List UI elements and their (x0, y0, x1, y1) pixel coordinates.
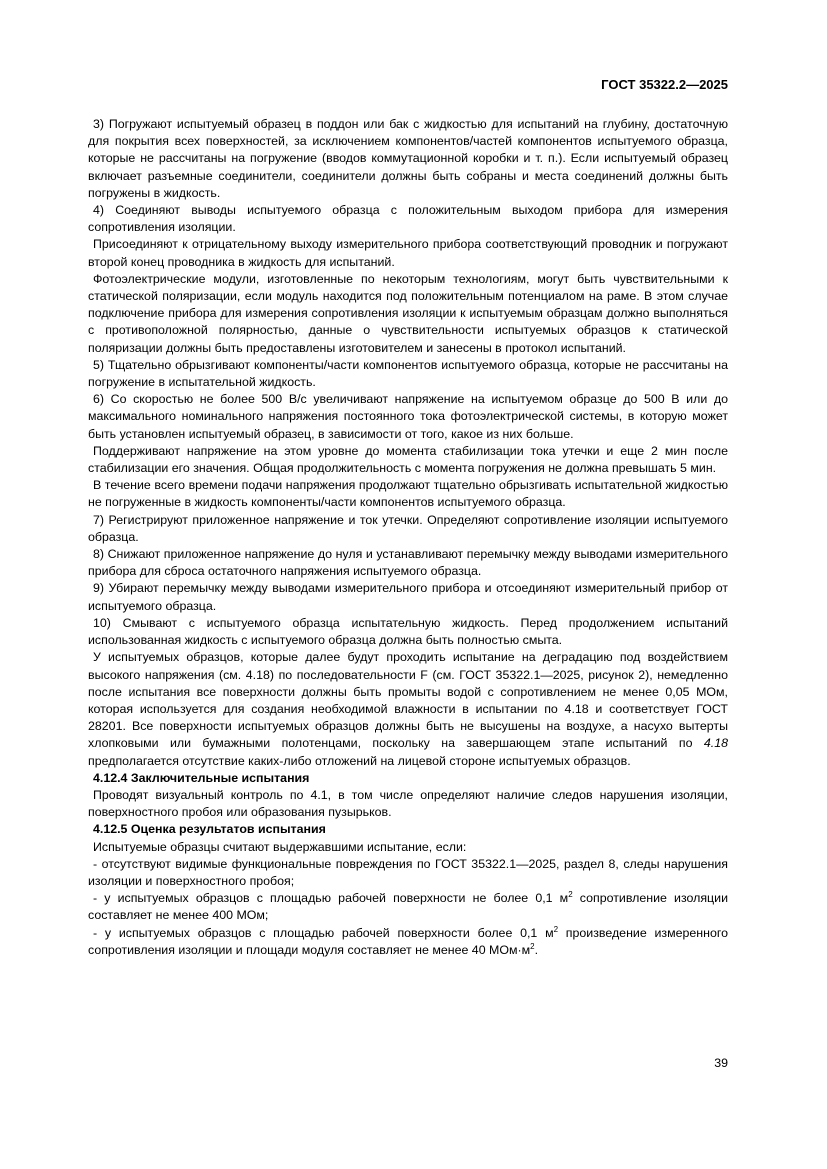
criteria-item-1: - отсутствуют видимые функциональные повреждения по ГОСТ 35322.1—2025, раздел 8, следы нарушения изоляции и поверхностного пробоя; (88, 856, 728, 888)
paragraph-polarization-note: Фотоэлектрические модули, изготовленные по некоторым технологиям, могут быть чувствительными к статической поляризации, если модуль находится под положительным потенциалом на раме. В этом случае подключение прибора для измерения сопротивления изоляции к испытуемым образцам должно выполняться с противоположной полярностью, данные о чувствительности испытуемых образцов к статической поляризации должны быть предоставлены изготовителем и занесены в протокол испытаний. (88, 271, 728, 355)
superscript: 2 (530, 941, 535, 951)
criteria-item-3-text: - у испытуемых образцов с площадью рабочей поверхности более 0,1 м (93, 925, 554, 940)
paragraph-step-7: 7) Регистрируют приложенное напряжение и ток утечки. Определяют сопротивление изоляции испытуемого образца. (88, 512, 728, 544)
paragraph-step-6: 6) Со скоростью не более 500 В/с увеличивают напряжение на испытуемом образце до 500 В или до максимального номинального напряжения постоянного тока фотоэлектрической системы, в которую может быть установлен испытуемый образец, в зависимости от того, какое из них больше. (88, 392, 728, 441)
superscript: 2 (553, 924, 559, 934)
superscript: 2 (568, 890, 573, 900)
paragraph-washing (88, 649, 728, 769)
paragraph-step-5: 5) Тщательно обрызгивают компоненты/части компонентов испытуемого образца, которые не рассчитаны на погружение в испытательной жидкость. (88, 357, 728, 390)
paragraph-spraying: В течение всего времени подачи напряжения продолжают тщательно обрызгивать испытательной жидкостью не погруженные в жидкость компоненты/части компонентов испытуемого образца. (88, 478, 728, 510)
criteria-item-3-text-end: . (534, 942, 539, 957)
paragraph-negative-lead: Присоединяют к отрицательному выходу измерительного прибора соответствующий проводник и погружают второй конец проводника в жидкость для испытаний. (88, 237, 728, 269)
washing-text-start: У испытуемых образцов, которые далее будут проходить испытание на деградацию под воздействием высокого напряжения (см. 4.18) по последовательности F (см. ГОСТ 35322.1—2025, рисунок 2), немедленно после испытания все поверхности должны быть промыты водой с сопротивлением не менее 0,05 МОм, которая используется для создания необходимой влажности в испытании по 4.18 и соответствует ГОСТ 28201. Все поверхности испытуемых образцов должны быть не высушены на воздухе, а насухо вытерты хлопковыми или бумажными полотенцами, поскольку на завершающем этапе испытаний по (88, 650, 728, 751)
section-heading-4-12-4: 4.12.4 Заключительные испытания (93, 770, 310, 785)
washing-text-end: предполагается отсутствие каких-либо отложений на лицевой стороне испытуемых образцов. (88, 753, 631, 768)
paragraph-voltage-hold: Поддерживают напряжение на этом уровне до момента стабилизации тока утечки и еще 2 мин после стабилизации его значения. Общая продолжительность с момента погружения не должна превышать 5 мин. (88, 443, 728, 476)
washing-italic-ref: 4.18 (703, 736, 728, 751)
paragraph-step-3: 3) Погружают испытуемый образец в поддон или бак с жидкостью для испытаний на глубину, достаточную для покрытия всех поверхностей, за исключением компонентов/частей компонентов испытуемого образца, которые не рассчитаны на погружение (вводов коммутационной коробки и т. п.). Если испытуемый образец включает разъемные соединители, соединители должны быть собраны и места соединений должны быть погружены в жидкость. (88, 117, 728, 200)
criteria-item-2 (88, 890, 728, 924)
criteria-item-2-text-end: сопротивление изоляции составляет не менее 400 МОм; (88, 891, 728, 923)
page-number: 39 (714, 1056, 728, 1070)
paragraph-step-8: 8) Снижают приложенное напряжение до нуля и устанавливают перемычку между выводами измерительного прибора для сброса остаточного напряжения испытуемого образца. (88, 547, 728, 579)
document-header: ГОСТ 35322.2—2025 (601, 77, 728, 92)
criteria-item-2-text: - у испытуемых образцов с площадью рабочей поверхности не более 0,1 м (93, 891, 569, 906)
criteria-item-3 (88, 925, 728, 959)
paragraph-step-9: 9) Убирают перемычку между выводами измерительного прибора и отсоединяют измерительный прибор от испытуемого образца. (88, 581, 728, 613)
paragraph-step-4: 4) Соединяют выводы испытуемого образца с положительным выходом прибора для измерения сопротивления изоляции. (88, 203, 728, 235)
criteria-item-3-text-mid: произведение измеренного сопротивления изоляции и площади модуля составляет не менее 40 МОм·м (88, 925, 728, 957)
document-body (88, 116, 728, 959)
paragraph-final-tests: Проводят визуальный контроль по 4.1, в том числе определяют наличие следов нарушения изоляции, поверхностного пробоя или образования пузырьков. (88, 787, 728, 820)
paragraph-criteria-intro: Испытуемые образцы считают выдержавшими испытание, если: (93, 839, 467, 854)
paragraph-step-10: 10) Смывают с испытуемого образца испытательную жидкость. Перед продолжением испытаний использованная жидкость с испытуемого образца должна быть полностью смыта. (88, 615, 728, 648)
section-heading-4-12-5: 4.12.5 Оценка результатов испытания (93, 822, 326, 837)
